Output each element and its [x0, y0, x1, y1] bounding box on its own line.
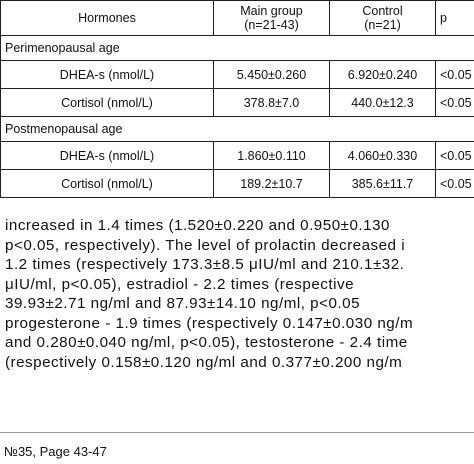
text-line: p<0.05, respectively). The level of prolactin decreased i: [5, 236, 406, 254]
table-header-row: [1, 1, 474, 36]
body-paragraph: [5, 216, 474, 372]
cell-main-group: 1.860±0.110: [214, 142, 330, 170]
table-row: [1, 142, 474, 170]
cell-hormone: DHEA-s (nmol/L): [1, 142, 214, 170]
cell-p: <0.05: [436, 142, 474, 170]
cell-control: 385.6±11.7: [330, 170, 436, 198]
cell-control: 4.060±0.330: [330, 142, 436, 170]
page-footer: №35, Page 43-47: [4, 444, 107, 459]
table-row: [1, 89, 474, 117]
header-main-group-n: (n=21-43): [244, 18, 299, 32]
header-control-label: Control: [362, 4, 403, 18]
section-row-postmenopausal: [1, 117, 474, 142]
text-line: 1.2 times (respectively 173.3±8.5 μIU/ml and 210.1±32.: [5, 256, 405, 273]
table-row: [1, 170, 474, 198]
cell-hormone: Cortisol (nmol/L): [1, 170, 214, 198]
cell-p: <0.05: [436, 170, 474, 198]
header-main-group-label: Main group: [240, 4, 303, 18]
section-title: Postmenopausal age: [1, 117, 474, 142]
text-line: μIU/ml, p<0.05), estradiol - 2.2 times (respective: [5, 275, 355, 293]
cell-hormone: Cortisol (nmol/L): [1, 89, 214, 117]
cell-p: <0.05: [436, 89, 474, 117]
cell-main-group: 189.2±10.7: [214, 170, 330, 198]
footer-divider: [0, 432, 474, 433]
section-row-perimenopausal: [1, 36, 474, 61]
section-title: Perimenopausal age: [1, 36, 474, 61]
header-control: [330, 1, 436, 36]
header-p: p: [436, 1, 474, 36]
cell-main-group: 5.450±0.260: [214, 61, 330, 89]
table-row: [1, 61, 474, 89]
text-line: increased in 1.4 times (1.520±0.220 and 0.950±0.130: [5, 217, 390, 234]
header-control-n: (n=21): [364, 18, 401, 32]
cell-control: 6.920±0.240: [330, 61, 436, 89]
cell-p: <0.05: [436, 61, 474, 89]
text-line: progesterone - 1.9 times (respectively 0.147±0.030 ng/m: [5, 314, 414, 332]
hormones-table: [0, 0, 474, 198]
text-line: and 0.280±0.040 ng/ml, p<0.05), testosterone - 2.4 time: [5, 334, 408, 351]
header-main-group: [214, 1, 330, 36]
text-line: (respectively 0.158±0.120 ng/ml and 0.377±0.200 ng/m: [5, 353, 403, 371]
cell-main-group: 378.8±7.0: [214, 89, 330, 117]
text-line: 39.93±2.71 ng/ml and 87.93±14.10 ng/ml, p<0.05: [5, 295, 361, 312]
cell-hormone: DHEA-s (nmol/L): [1, 61, 214, 89]
cell-control: 440.0±12.3: [330, 89, 436, 117]
header-hormones: Hormones: [1, 1, 214, 36]
